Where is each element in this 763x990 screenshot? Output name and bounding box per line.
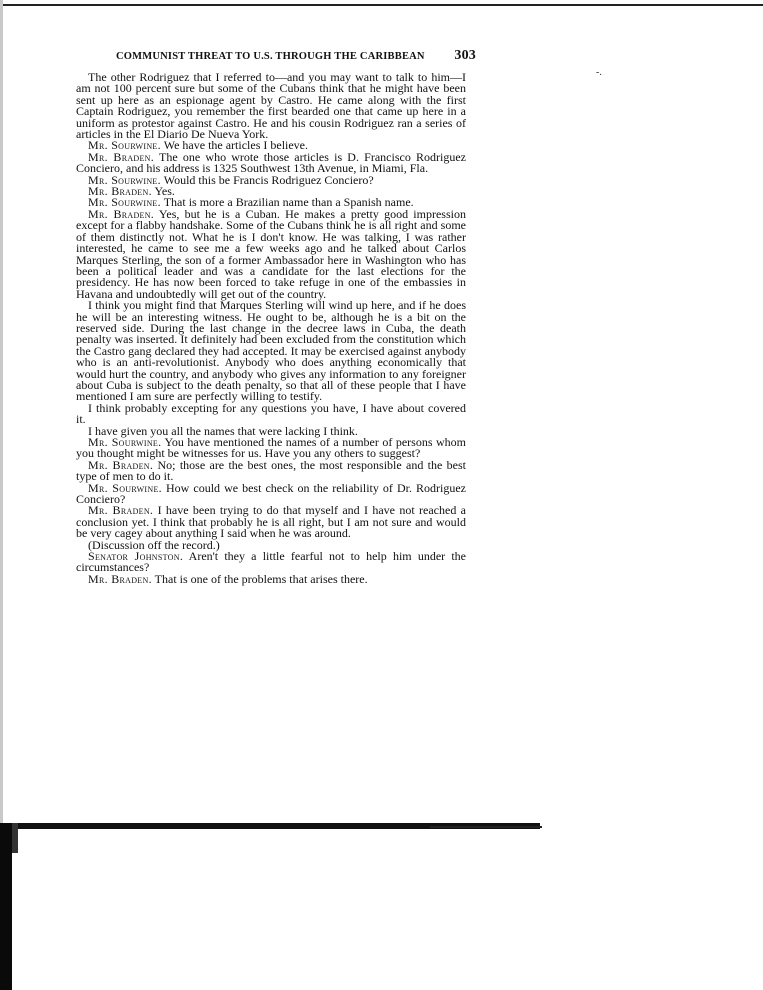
paragraph-text: We have the articles I believe. [163, 138, 309, 153]
paragraph-text: I have been trying to do that myself and I have not reached a conclusion yet. I think that probably he is all right, but I am not sure and would be very cagey about anything I said when he was around. [76, 503, 467, 541]
paragraph-text: That is one of the problems that arises there. [154, 571, 368, 586]
paragraph-text: The one who wrote those articles is D. Francisco Rodriguez Conciero, and his address is 1325 Southwest 13th Avenue, in Miami, Fla. [76, 149, 466, 176]
paragraph-text: Yes. [154, 184, 175, 199]
speaker: Mr. Sourwine. [88, 172, 161, 187]
paragraph [76, 571, 466, 586]
scan-top-border [0, 4, 763, 6]
speaker: Mr. Braden. [88, 206, 155, 221]
paragraph [76, 437, 466, 460]
transcript-body [76, 72, 466, 585]
paragraph-text: That is more a Brazilian name than a Spanish name. [163, 195, 414, 210]
speaker: Mr. Braden. [88, 503, 154, 518]
paragraph-text: I think you might find that Marques Sterling will wind up here, and if he does he will be an interesting witness. He ought to be, although he is a bit on the reserved side. During the last change in the decree laws in Cuba, the death penalty was inserted. It definitely had been excluded from the constitution which the Castro gang declared they had accepted. It may be exercised against anybody who is an anti-revolutionist. Anybody who does anything economically that would hurt the country, and anybody who gives any information to any foreigner about Cuba is subject to the death penalty, so that all of these people that I have mentioned I am sure are perfectly willing to testify. [76, 298, 466, 404]
speaker: Mr. Sourwine. [88, 435, 162, 449]
page-number: 303 [454, 48, 476, 63]
paragraph [76, 149, 466, 176]
paragraph-text: The other Rodriguez that I referred to—and you may want to talk to him—I am not 100 percent sure but some of the Cubans think that he might have been sent up here as an espionage agent by Castro. He came along with the first Captain Rodriguez, you remember the first bearded one that came up here in a uniform as protestor against Castro. He and his cousin Rodriguez ran a series of articles in the El Diario De Nueva York. [76, 70, 466, 142]
paragraph-text: Yes, but he is a Cuban. He makes a pretty good impression except for a flabby handshake. Some of the Cubans think he is all right and some of them distinctly not. What he is I don't know. He was talking, I was rather interested, he came to see me a few weeks ago and he talked about Carlos Marques Sterling, the son of a former Ambassador here in Washington who has been a political leader and was a candidate for the last elections for the presidency. He has now been forced to take refuge in one of the embassies in Havana and undoubtedly will get out of the country. [76, 206, 466, 301]
paragraph [76, 72, 466, 140]
paragraph [76, 206, 466, 301]
page-header [116, 48, 476, 64]
speaker: Mr. Braden. [88, 457, 154, 472]
paragraph-text: You have mentioned the names of a number of persons whom you thought might be witnesses for us. Have you any others to suggest? [76, 435, 466, 461]
paragraph [76, 300, 466, 403]
paragraph-text: How could we best check on the reliability of Dr. Rodriguez Conciero? [76, 480, 466, 507]
paragraph-text: I have given you all the names that were lacking I think. [88, 423, 358, 438]
speaker: Mr. Braden. [88, 571, 152, 586]
running-title: COMMUNIST THREAT TO U.S. THROUGH THE CARIBBEAN [116, 51, 425, 62]
paragraph-text: (Discussion off the record.) [88, 537, 220, 552]
paragraph [76, 457, 466, 484]
paragraph-text: No; those are the best ones, the most responsible and the best type of men to do it. [76, 457, 466, 484]
paragraph [76, 480, 466, 507]
scan-dark-band-tail [430, 826, 542, 828]
scan-speck: -. [596, 67, 602, 78]
paragraph [76, 505, 466, 539]
speaker: Mr. Sourwine. [88, 195, 161, 210]
paragraph [76, 400, 466, 427]
speaker: Senator Johnston. [88, 549, 184, 564]
paragraph-text: Would this be Francis Rodriguez Conciero? [163, 172, 374, 187]
scan-dark-edge [0, 823, 12, 990]
paragraph-text: Aren't they a little fearful not to help him under the circumstances? [76, 549, 466, 575]
speaker: Mr. Sourwine. [88, 480, 162, 495]
paragraph [76, 551, 466, 574]
speaker: Mr. Sourwine. [88, 138, 161, 153]
speaker: Mr. Braden. [88, 184, 152, 199]
scan-dark-edge-shadow [12, 823, 18, 853]
paragraph-text: I think probably excepting for any questions you have, I have about covered it. [76, 400, 466, 427]
speaker: Mr. Braden. [88, 149, 155, 164]
